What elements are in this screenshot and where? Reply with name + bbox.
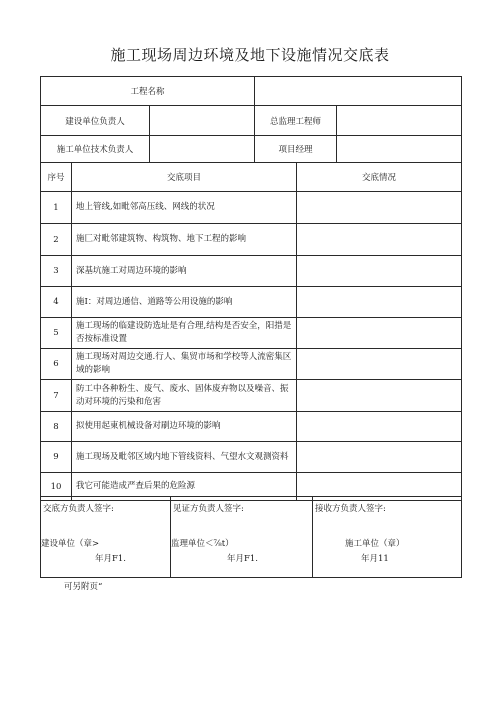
project-manager-label: 项目经理 bbox=[255, 136, 337, 163]
row-number: 2 bbox=[41, 224, 72, 256]
supervisor-date-label: 年月F1. bbox=[227, 554, 259, 564]
table-row bbox=[41, 412, 462, 442]
table-row bbox=[41, 192, 462, 224]
tech-lead-label: 施工单位技术负责人 bbox=[41, 136, 150, 163]
row-item: 施工现场对周边交通.行人、集贸市场和学校等人流密集区域的影响 bbox=[72, 349, 297, 380]
receiving-party-signature-label: 接收方负责人签字: bbox=[315, 504, 386, 514]
row-status-cell[interactable] bbox=[297, 287, 462, 318]
receiving-party-signature[interactable] bbox=[313, 497, 462, 578]
project-name-row bbox=[41, 77, 462, 106]
column-header-no: 序号 bbox=[41, 163, 72, 192]
builder-lead-row bbox=[41, 106, 462, 136]
row-item: 施工现场的临建设防选址是有合理,结构是否安全，阳措是否按标准设置 bbox=[72, 318, 297, 349]
row-item: 施工现场及毗邻区域内地下管线资料、气望水文观测资料 bbox=[72, 442, 297, 473]
row-status-cell[interactable] bbox=[297, 442, 462, 473]
row-item: 施匚对毗邻建筑物、构筑物、地下工程的影响 bbox=[72, 224, 297, 256]
disclosure-table bbox=[40, 76, 462, 501]
row-item: 拟使用起東机械设备对刷边环境的影响 bbox=[72, 412, 297, 442]
row-number: 3 bbox=[41, 256, 72, 287]
row-number: 1 bbox=[41, 192, 72, 224]
row-number: 7 bbox=[41, 380, 72, 412]
row-number: 8 bbox=[41, 412, 72, 442]
witness-party-signature[interactable] bbox=[171, 497, 313, 578]
row-item: 地上管线,如毗邻高压线、网线的状况 bbox=[72, 192, 297, 224]
table-row bbox=[41, 349, 462, 380]
builder-date-label: 年月F1. bbox=[95, 554, 127, 564]
project-name-label: 工程名称 bbox=[41, 77, 255, 106]
table-row bbox=[41, 380, 462, 412]
row-status-cell[interactable] bbox=[297, 224, 462, 256]
witness-party-signature-label: 见证方负责人签字: bbox=[173, 504, 244, 514]
supervisor-unit-seal-label: 监理单位＜⅞t） bbox=[171, 539, 234, 549]
builder-unit-seal-label: 建设单位（章> bbox=[41, 539, 100, 549]
column-header-item: 交底项目 bbox=[72, 163, 297, 192]
column-header-row bbox=[41, 163, 462, 192]
chief-supervisor-label: 总监理工程师 bbox=[255, 106, 337, 136]
row-status-cell[interactable] bbox=[297, 349, 462, 380]
contractor-date-label: 年月11 bbox=[361, 554, 389, 564]
project-name-value[interactable] bbox=[255, 77, 462, 106]
table-row bbox=[41, 287, 462, 318]
disclosing-party-signature[interactable] bbox=[41, 497, 171, 578]
column-header-status: 交底情况 bbox=[297, 163, 462, 192]
row-status-cell[interactable] bbox=[297, 318, 462, 349]
table-row bbox=[41, 442, 462, 473]
row-number: 5 bbox=[41, 318, 72, 349]
row-item: 防工中各种粉生、废气、废水、固体废弃物以及噪音、振动对环境的污染和危害 bbox=[72, 380, 297, 412]
form-title: 施工现场周边环境及地下设施情况交底表 bbox=[110, 46, 390, 64]
table-row bbox=[41, 318, 462, 349]
builder-lead-label: 建设单位负责人 bbox=[41, 106, 150, 136]
row-item: 施I：对周边通信、道路等公用设施的影响 bbox=[72, 287, 297, 318]
row-number: 6 bbox=[41, 349, 72, 380]
signature-table bbox=[40, 496, 462, 578]
tech-lead-value[interactable] bbox=[150, 136, 255, 163]
table-row bbox=[41, 224, 462, 256]
row-number: 9 bbox=[41, 442, 72, 473]
table-row bbox=[41, 256, 462, 287]
disclosing-party-signature-label: 交底方负责人签字: bbox=[43, 504, 114, 514]
tech-lead-row bbox=[41, 136, 462, 163]
contractor-unit-seal-label: 施工单位（章） bbox=[345, 539, 405, 549]
builder-lead-value[interactable] bbox=[150, 106, 255, 136]
project-manager-value[interactable] bbox=[337, 136, 462, 163]
row-number: 4 bbox=[41, 287, 72, 318]
row-status-cell[interactable] bbox=[297, 256, 462, 287]
row-status-cell[interactable] bbox=[297, 192, 462, 224]
chief-supervisor-value[interactable] bbox=[337, 106, 462, 136]
row-item: 深基坑施工对周边环境的影响 bbox=[72, 256, 297, 287]
row-number: 10 bbox=[41, 473, 72, 501]
row-status-cell[interactable] bbox=[297, 380, 462, 412]
footnote: 可另附页“ bbox=[64, 582, 103, 592]
row-item: 我它可能造成严査后果的危险源 bbox=[72, 473, 297, 501]
row-status-cell[interactable] bbox=[297, 412, 462, 442]
